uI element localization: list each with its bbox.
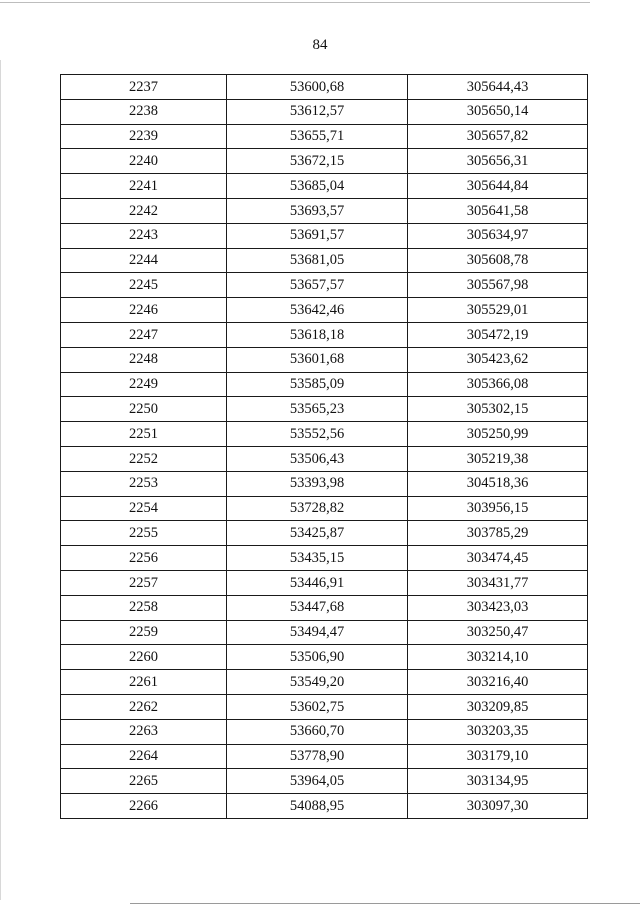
x-coordinate-cell: 53681,05 <box>227 248 408 273</box>
table-row <box>61 719 588 744</box>
x-coordinate-cell: 53728,82 <box>227 496 408 521</box>
x-coordinate-cell: 53602,75 <box>227 694 408 719</box>
y-coordinate-cell: 303209,85 <box>408 694 588 719</box>
point-number-cell: 2263 <box>61 719 227 744</box>
y-coordinate-cell: 303423,03 <box>408 595 588 620</box>
table-row <box>61 248 588 273</box>
table-row <box>61 645 588 670</box>
y-coordinate-cell: 303214,10 <box>408 645 588 670</box>
y-coordinate-cell: 305608,78 <box>408 248 588 273</box>
point-number-cell: 2260 <box>61 645 227 670</box>
x-coordinate-cell: 53393,98 <box>227 471 408 496</box>
scan-left-edge <box>0 60 1 900</box>
table-row <box>61 694 588 719</box>
y-coordinate-cell: 305657,82 <box>408 124 588 149</box>
table-row <box>61 769 588 794</box>
y-coordinate-cell: 303203,35 <box>408 719 588 744</box>
point-number-cell: 2242 <box>61 198 227 223</box>
y-coordinate-cell: 305641,58 <box>408 198 588 223</box>
x-coordinate-cell: 53494,47 <box>227 620 408 645</box>
point-number-cell: 2249 <box>61 372 227 397</box>
table-row <box>61 273 588 298</box>
y-coordinate-cell: 303785,29 <box>408 521 588 546</box>
y-coordinate-cell: 303134,95 <box>408 769 588 794</box>
point-number-cell: 2244 <box>61 248 227 273</box>
y-coordinate-cell: 303474,45 <box>408 546 588 571</box>
scan-top-edge <box>0 2 590 3</box>
x-coordinate-cell: 53655,71 <box>227 124 408 149</box>
point-number-cell: 2247 <box>61 322 227 347</box>
y-coordinate-cell: 305656,31 <box>408 149 588 174</box>
point-number-cell: 2245 <box>61 273 227 298</box>
y-coordinate-cell: 303956,15 <box>408 496 588 521</box>
x-coordinate-cell: 53660,70 <box>227 719 408 744</box>
x-coordinate-cell: 54088,95 <box>227 794 408 819</box>
y-coordinate-cell: 305650,14 <box>408 99 588 124</box>
point-number-cell: 2251 <box>61 422 227 447</box>
table-row <box>61 496 588 521</box>
y-coordinate-cell: 305366,08 <box>408 372 588 397</box>
x-coordinate-cell: 53612,57 <box>227 99 408 124</box>
table-row <box>61 99 588 124</box>
point-number-cell: 2257 <box>61 570 227 595</box>
x-coordinate-cell: 53691,57 <box>227 223 408 248</box>
point-number-cell: 2262 <box>61 694 227 719</box>
point-number-cell: 2240 <box>61 149 227 174</box>
table-row <box>61 75 588 100</box>
table-row <box>61 347 588 372</box>
table-row <box>61 620 588 645</box>
point-number-cell: 2246 <box>61 298 227 323</box>
x-coordinate-cell: 53778,90 <box>227 744 408 769</box>
x-coordinate-cell: 53685,04 <box>227 174 408 199</box>
table-row <box>61 670 588 695</box>
point-number-cell: 2265 <box>61 769 227 794</box>
page-number: 84 <box>312 37 328 53</box>
table-row <box>61 198 588 223</box>
x-coordinate-cell: 53552,56 <box>227 422 408 447</box>
scan-bottom-edge <box>130 903 640 904</box>
point-number-cell: 2264 <box>61 744 227 769</box>
y-coordinate-cell: 303431,77 <box>408 570 588 595</box>
point-number-cell: 2266 <box>61 794 227 819</box>
x-coordinate-cell: 53964,05 <box>227 769 408 794</box>
table-row <box>61 595 588 620</box>
table-row <box>61 546 588 571</box>
y-coordinate-cell: 303179,10 <box>408 744 588 769</box>
table-row <box>61 422 588 447</box>
point-number-cell: 2237 <box>61 75 227 100</box>
table-row <box>61 397 588 422</box>
x-coordinate-cell: 53425,87 <box>227 521 408 546</box>
y-coordinate-cell: 305472,19 <box>408 322 588 347</box>
x-coordinate-cell: 53506,43 <box>227 446 408 471</box>
y-coordinate-cell: 305423,62 <box>408 347 588 372</box>
x-coordinate-cell: 53693,57 <box>227 198 408 223</box>
x-coordinate-cell: 53657,57 <box>227 273 408 298</box>
y-coordinate-cell: 305644,43 <box>408 75 588 100</box>
point-number-cell: 2261 <box>61 670 227 695</box>
y-coordinate-cell: 305567,98 <box>408 273 588 298</box>
y-coordinate-cell: 305634,97 <box>408 223 588 248</box>
coordinates-table-body <box>61 75 588 819</box>
x-coordinate-cell: 53447,68 <box>227 595 408 620</box>
point-number-cell: 2243 <box>61 223 227 248</box>
y-coordinate-cell: 305250,99 <box>408 422 588 447</box>
x-coordinate-cell: 53506,90 <box>227 645 408 670</box>
y-coordinate-cell: 304518,36 <box>408 471 588 496</box>
table-row <box>61 298 588 323</box>
table-row <box>61 521 588 546</box>
x-coordinate-cell: 53565,23 <box>227 397 408 422</box>
point-number-cell: 2253 <box>61 471 227 496</box>
y-coordinate-cell: 303250,47 <box>408 620 588 645</box>
x-coordinate-cell: 53672,15 <box>227 149 408 174</box>
point-number-cell: 2239 <box>61 124 227 149</box>
point-number-cell: 2241 <box>61 174 227 199</box>
table-row <box>61 149 588 174</box>
table-row <box>61 174 588 199</box>
x-coordinate-cell: 53642,46 <box>227 298 408 323</box>
point-number-cell: 2255 <box>61 521 227 546</box>
point-number-cell: 2250 <box>61 397 227 422</box>
point-number-cell: 2256 <box>61 546 227 571</box>
table-row <box>61 570 588 595</box>
x-coordinate-cell: 53601,68 <box>227 347 408 372</box>
table-row <box>61 322 588 347</box>
y-coordinate-cell: 303097,30 <box>408 794 588 819</box>
point-number-cell: 2238 <box>61 99 227 124</box>
x-coordinate-cell: 53585,09 <box>227 372 408 397</box>
y-coordinate-cell: 305302,15 <box>408 397 588 422</box>
y-coordinate-cell: 305529,01 <box>408 298 588 323</box>
table-row <box>61 744 588 769</box>
table-row <box>61 223 588 248</box>
x-coordinate-cell: 53600,68 <box>227 75 408 100</box>
point-number-cell: 2252 <box>61 446 227 471</box>
point-number-cell: 2254 <box>61 496 227 521</box>
table-row <box>61 471 588 496</box>
table-row <box>61 124 588 149</box>
x-coordinate-cell: 53435,15 <box>227 546 408 571</box>
y-coordinate-cell: 303216,40 <box>408 670 588 695</box>
x-coordinate-cell: 53446,91 <box>227 570 408 595</box>
x-coordinate-cell: 53618,18 <box>227 322 408 347</box>
table-row <box>61 446 588 471</box>
point-number-cell: 2248 <box>61 347 227 372</box>
point-number-cell: 2259 <box>61 620 227 645</box>
x-coordinate-cell: 53549,20 <box>227 670 408 695</box>
coordinates-table <box>60 74 588 819</box>
point-number-cell: 2258 <box>61 595 227 620</box>
table-row <box>61 794 588 819</box>
table-row <box>61 372 588 397</box>
y-coordinate-cell: 305219,38 <box>408 446 588 471</box>
y-coordinate-cell: 305644,84 <box>408 174 588 199</box>
